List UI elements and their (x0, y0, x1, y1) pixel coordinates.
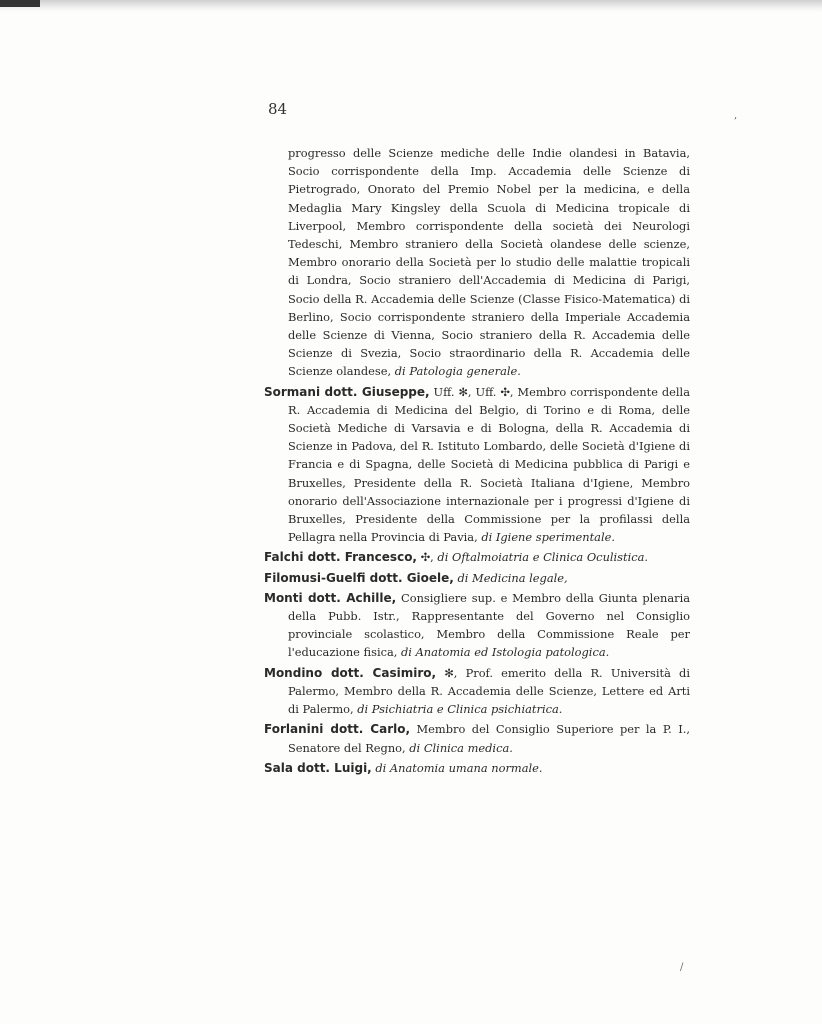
page-number: 84 (268, 100, 288, 118)
entry-forlanini (264, 720, 690, 756)
entry-falchi (264, 548, 690, 566)
entry-text: ✻, Prof. emerito della R. Università di Palermo, Membro della R. Accademia delle Scienze, Lettere ed Arti di Palermo, (288, 665, 690, 717)
entry-name: Filomusi-Guelfi dott. Gioele, (264, 570, 454, 585)
entry-mondino (264, 664, 690, 719)
scan-edge-mark (0, 0, 40, 7)
scan-top-edge (0, 0, 822, 12)
entry-name: Mondino dott. Casimiro, (264, 665, 437, 680)
entry-filomusi-guelfi (264, 569, 690, 587)
entry-text: ✣, (420, 550, 434, 565)
entry-subject: di Igiene sperimentale. (481, 530, 615, 545)
entry-monti (264, 589, 690, 662)
entry-subject: di Clinica medica. (409, 740, 513, 755)
entry-name: Forlanini dott. Carlo, (264, 722, 411, 737)
entry-text: Uff. ✻, Uff. ✣, Membro corrispondente della R. Accademia di Medicina del Belgio, di Torino e di Roma, delle Società Mediche di Varsavia e di Bologna, della R. Accademia di Scienze in Padova, del R. Istituto Lombardo, delle Società d'Igiene di Francia e di Spagna, delle Società di Medicina pubblica di Parigi e Bruxelles, Presidente della R. Società Italiana d'Igiene, Membro onorario dell'Associazione internazionale per i progressi d'Igiene di Bruxelles, Presidente della Commissione per la profilassi della Pellagra nella Provincia di Pavia, (288, 384, 690, 545)
entry-subject: di Anatomia ed Istologia patologica. (401, 645, 610, 660)
entry-name: Sala dott. Luigi, (264, 760, 372, 775)
entry-subject: di Oftalmoiatria e Clinica Oculistica. (437, 550, 649, 565)
entry-name: Falchi dott. Francesco, (264, 550, 417, 565)
entry-sormani (264, 383, 690, 547)
entry-text: Membro del Consiglio Superiore per la P. I., Senatore del Regno, (288, 722, 690, 755)
continuation-text: progresso delle Scienze mediche delle Indie olandesi in Batavia, Socio corrispondente della Imp. Accademia delle Scienze di Pietrogrado, Onorato del Premio Nobel per la medicina, e della Medaglia Mary Kingsley della Scuola di Medicina tropicale di Liverpool, Membro corrispondente della società dei Neurologi Tedeschi, Membro straniero della Società olandese delle scienze, Membro onorario della Società per lo studio delle malattie tropicali di Londra, Socio straniero dell'Accademia di Medicina di Parigi, Socio della R. Accademia delle Scienze (Classe Fisico-Matematica) di Berlino, Socio corrispondente straniero della Imperiale Accademia delle Scienze di Vienna, Socio straniero della R. Accademia delle Scienze di Svezia, Socio straordinario della R. Accademia delle Scienze olandese, (288, 146, 690, 379)
entry-subject: di Psichiatria e Clinica psichiatrica. (357, 702, 563, 717)
scan-speck: / (680, 962, 684, 973)
entry-text: Consigliere sup. e Membro della Giunta plenaria della Pubb. Istr., Rappresentante del Governo nel Consiglio provinciale scolastico, Membro della Commissione Reale per l'educazione fisica, (288, 590, 691, 660)
entry-name: Sormani dott. Giuseppe, (264, 384, 430, 399)
scan-speck: , (734, 110, 738, 121)
entry-subject: di Medicina legale, (457, 570, 568, 585)
entry-subject: di Anatomia umana normale. (375, 760, 543, 775)
continuation-paragraph (264, 144, 690, 381)
entry-sala (264, 759, 690, 777)
entry-name: Monti dott. Achille, (264, 590, 397, 605)
continuation-subject: di Patologia generale. (394, 364, 521, 379)
page-body (264, 144, 690, 777)
